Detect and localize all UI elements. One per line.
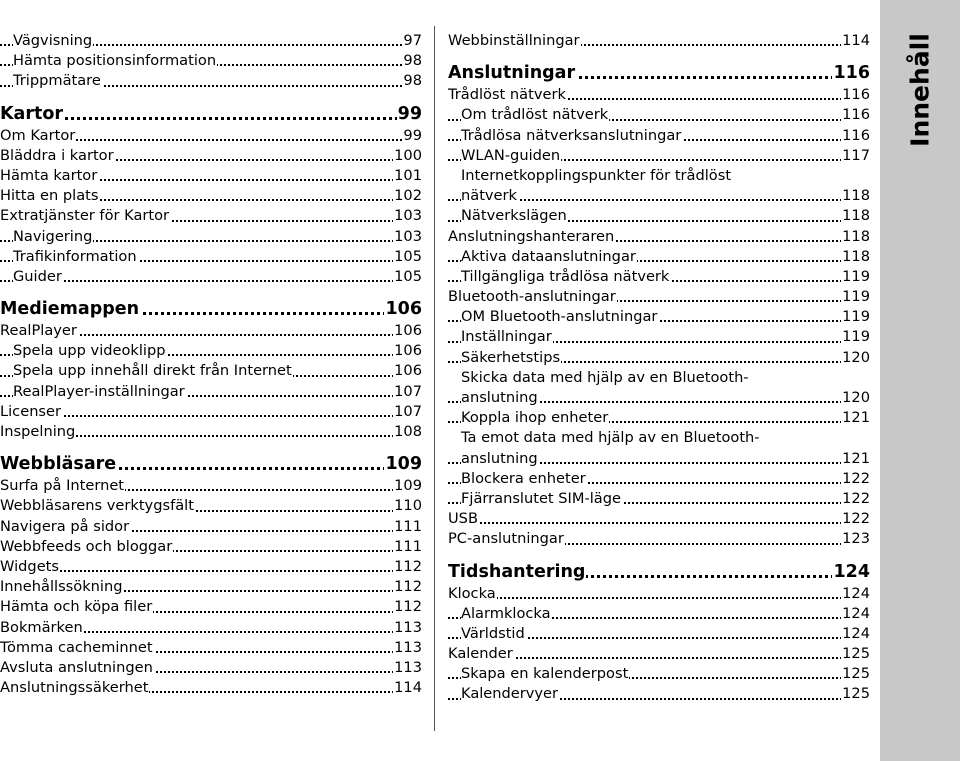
- toc-entry-page: 101: [393, 166, 422, 186]
- toc-entry[interactable]: [0, 51, 422, 71]
- toc-entry-page: 124: [841, 584, 870, 604]
- toc-entry-page: 102: [393, 186, 422, 206]
- toc-entry-page: 122: [841, 469, 870, 489]
- toc-entry[interactable]: [0, 126, 422, 146]
- toc-entry[interactable]: [448, 146, 870, 166]
- toc-entry[interactable]: [448, 624, 870, 644]
- toc-entry-title: Tillgängliga trådlösa nätverk: [461, 267, 670, 285]
- toc-spacer: [448, 550, 870, 560]
- toc-entry[interactable]: [448, 449, 870, 469]
- toc-entry-page: 125: [841, 664, 870, 684]
- toc-entry[interactable]: [448, 166, 870, 186]
- toc-heading[interactable]: [448, 61, 870, 85]
- toc-entry-title: Hämta positionsinformation: [13, 52, 217, 70]
- toc-entry-title: Webbläsare: [0, 454, 117, 475]
- toc-entry-page: 97: [402, 31, 422, 51]
- toc-entry-title: Bluetooth-anslutningar: [448, 288, 616, 306]
- toc-entry-title: PC-anslutningar: [448, 530, 564, 548]
- toc-entry-page: 123: [841, 529, 870, 549]
- toc-entry-page: 122: [841, 489, 870, 509]
- toc-entry-page: 118: [841, 186, 870, 206]
- toc-entry-title: Spela upp videoklipp: [13, 342, 166, 360]
- toc-entry-page: 120: [841, 388, 870, 408]
- toc-entry[interactable]: [448, 105, 870, 125]
- leader-dots: [0, 280, 422, 282]
- leader-dots: [448, 597, 870, 599]
- toc-entry[interactable]: [448, 529, 870, 549]
- toc-entry[interactable]: [0, 247, 422, 267]
- toc-entry-title: Skicka data med hjälp av en Bluetooth-: [461, 368, 749, 386]
- toc-entry-title: RealPlayer: [0, 322, 77, 340]
- leader-dots: [0, 415, 422, 417]
- toc-entry[interactable]: [448, 664, 870, 684]
- toc-entry[interactable]: [0, 146, 422, 166]
- toc-entry-title: Webbläsarens verktygsfält: [0, 497, 194, 515]
- toc-entry[interactable]: [0, 341, 422, 361]
- toc-entry[interactable]: [0, 557, 422, 577]
- toc-heading[interactable]: [0, 452, 422, 476]
- toc-entry-title: Om trådlöst nätverk: [461, 106, 609, 124]
- toc-entry[interactable]: [448, 227, 870, 247]
- toc-entry-title: Skapa en kalenderpost: [461, 665, 629, 683]
- toc-entry[interactable]: [448, 307, 870, 327]
- toc-entry-page: 106: [393, 361, 422, 381]
- toc-entry-page: 109: [393, 476, 422, 496]
- toc-entry-page: 100: [393, 146, 422, 166]
- toc-entry-title: OM Bluetooth-anslutningar: [461, 308, 658, 326]
- toc-entry-title: Hämta och köpa filer: [0, 598, 153, 616]
- toc-entry-page: 113: [393, 618, 422, 638]
- toc-entry-title: Bokmärken: [0, 618, 83, 636]
- toc-entry-page: 124: [841, 624, 870, 644]
- toc-entry[interactable]: [0, 422, 422, 442]
- toc-entry[interactable]: [0, 267, 422, 287]
- toc-entry[interactable]: [0, 496, 422, 516]
- toc-entry[interactable]: [448, 287, 870, 307]
- toc-entry-title: Blockera enheter: [461, 469, 586, 487]
- toc-entry-title: Anslutningar: [448, 63, 576, 84]
- toc-entry[interactable]: [448, 644, 870, 664]
- toc-entry[interactable]: [448, 348, 870, 368]
- toc-entry-title: Navigera på sidor: [0, 517, 130, 535]
- toc-entry-page: 109: [385, 454, 422, 475]
- toc-entry-page: 98: [402, 51, 422, 71]
- toc-entry[interactable]: [0, 618, 422, 638]
- toc-entry-page: 103: [393, 227, 422, 247]
- toc-entry-page: 116: [841, 126, 870, 146]
- toc-entry-title: WLAN-guiden: [461, 146, 561, 164]
- toc-entry-page: 112: [393, 557, 422, 577]
- toc-entry-title: Tömma cacheminnet: [0, 638, 153, 656]
- toc-spacer: [0, 287, 422, 297]
- toc-entry-page: 125: [841, 644, 870, 664]
- toc-entry-page: 116: [841, 85, 870, 105]
- toc-entry[interactable]: [0, 382, 422, 402]
- toc-entry-title: Hitta en plats: [0, 187, 99, 205]
- toc-entry-page: 108: [393, 422, 422, 442]
- toc-right-column: [448, 31, 870, 705]
- leader-dots: [448, 522, 870, 524]
- toc-entry-title: Kalender: [448, 645, 513, 663]
- toc-entry-title: Licenser: [0, 402, 62, 420]
- toc-entry-page: 99: [397, 103, 422, 124]
- toc-entry-page: 106: [393, 321, 422, 341]
- toc-entry-page: 124: [841, 604, 870, 624]
- toc-entry-page: 107: [393, 402, 422, 422]
- toc-entry-title: Webbfeeds och bloggar: [0, 537, 173, 555]
- toc-entry-page: 119: [841, 307, 870, 327]
- toc-entry[interactable]: [0, 537, 422, 557]
- toc-entry-title: Koppla ihop enheter: [461, 409, 609, 427]
- toc-entry-title: Spela upp innehåll direkt från Internet: [13, 362, 292, 380]
- toc-entry-title: anslutning: [461, 389, 538, 406]
- toc-entry-page: 105: [393, 247, 422, 267]
- sidebar-label: Innehåll: [905, 33, 935, 147]
- toc-entry[interactable]: [0, 638, 422, 658]
- toc-entry[interactable]: [448, 584, 870, 604]
- toc-entry[interactable]: [0, 402, 422, 422]
- toc-entry-page: 112: [393, 577, 422, 597]
- toc-entry-title: Anslutningshanteraren: [448, 227, 615, 245]
- toc-entry-title: RealPlayer-inställningar: [13, 382, 185, 400]
- toc-entry-page: 114: [841, 31, 870, 51]
- toc-entry-page: 119: [841, 267, 870, 287]
- toc-entry-title: Om Kartor: [0, 126, 76, 144]
- toc-entry-page: 106: [385, 299, 422, 320]
- toc-entry-title: Trådlöst nätverk: [448, 86, 566, 104]
- toc-entry-page: 114: [393, 678, 422, 698]
- toc-entry-title: Kalendervyer: [461, 685, 559, 703]
- toc-entry-page: 105: [393, 267, 422, 287]
- toc-entry-title: Säkerhetstips: [461, 348, 561, 366]
- toc-entry-page: 112: [393, 597, 422, 617]
- toc-entry[interactable]: [0, 678, 422, 698]
- toc-entry[interactable]: [0, 321, 422, 341]
- toc-entry[interactable]: [448, 85, 870, 105]
- toc-heading[interactable]: [0, 102, 422, 126]
- toc-entry[interactable]: [448, 469, 870, 489]
- toc-entry-title: Nätverkslägen: [461, 207, 567, 225]
- toc-entry-page: 116: [833, 63, 870, 84]
- toc-entry-title: Anslutningssäkerhet: [0, 679, 149, 697]
- toc-entry-page: 110: [393, 496, 422, 516]
- toc-entry-title: Världstid: [461, 624, 525, 642]
- toc-entry[interactable]: [448, 126, 870, 146]
- toc-entry[interactable]: [0, 361, 422, 381]
- toc-entry-page: 107: [393, 382, 422, 402]
- toc-entry-page: 121: [841, 408, 870, 428]
- toc-entry-title: Inspelning: [0, 423, 76, 440]
- toc-entry-page: 98: [402, 71, 422, 91]
- toc-heading[interactable]: [0, 297, 422, 321]
- toc-entry-page: 117: [841, 146, 870, 166]
- toc-entry[interactable]: [448, 428, 870, 448]
- toc-entry-page: 120: [841, 348, 870, 368]
- toc-entry-title: Extratjänster för Kartor: [0, 207, 170, 225]
- toc-entry-title: Kartor: [0, 103, 64, 124]
- toc-entry[interactable]: [448, 388, 870, 408]
- leader-dots: [0, 570, 422, 572]
- toc-entry-title: Trafikinformation: [13, 247, 137, 265]
- toc-entry-title: USB: [448, 510, 478, 528]
- toc-entry[interactable]: [448, 408, 870, 428]
- toc-entry-title: Ta emot data med hjälp av en Bluetooth-: [461, 429, 760, 447]
- toc-entry-page: 118: [841, 206, 870, 226]
- toc-entry[interactable]: [0, 31, 422, 51]
- toc-entry-title: Trådlösa nätverksanslutningar: [461, 126, 682, 144]
- toc-entry-title: Innehållssökning: [0, 578, 123, 596]
- toc-spacer: [448, 51, 870, 61]
- toc-entry[interactable]: [0, 166, 422, 186]
- toc-entry-page: 99: [402, 126, 422, 146]
- toc-entry[interactable]: [448, 489, 870, 509]
- toc-entry-title: Avsluta anslutningen: [0, 658, 153, 676]
- toc-entry[interactable]: [0, 597, 422, 617]
- toc-entry-page: 106: [393, 341, 422, 361]
- toc-entry[interactable]: [0, 658, 422, 678]
- toc-entry[interactable]: [448, 368, 870, 388]
- toc-entry-title: Vägvisning: [13, 32, 93, 49]
- toc-entry-title: nätverk: [461, 187, 517, 205]
- toc-entry-title: Navigering: [13, 227, 93, 245]
- toc-entry-title: Fjärranslutet SIM-läge: [461, 489, 621, 507]
- toc-entry-page: 113: [393, 658, 422, 678]
- toc-entry-title: Webbinställningar: [448, 32, 580, 49]
- toc-entry-page: 103: [393, 206, 422, 226]
- toc-entry[interactable]: [448, 509, 870, 529]
- toc-entry[interactable]: [448, 327, 870, 347]
- toc-entry-title: Klocka: [448, 584, 496, 602]
- toc-entry[interactable]: [448, 206, 870, 226]
- toc-entry-title: Trippmätare: [13, 72, 101, 90]
- toc-left-column: [0, 31, 422, 698]
- toc-entry-page: 111: [393, 517, 422, 537]
- toc-entry-page: 119: [841, 327, 870, 347]
- toc-entry-title: Alarmklocka: [461, 604, 551, 622]
- toc-entry-title: Widgets: [0, 557, 59, 575]
- toc-entry-title: anslutning: [461, 449, 538, 467]
- toc-entry-page: 121: [841, 449, 870, 469]
- toc-entry[interactable]: [448, 684, 870, 704]
- toc-entry[interactable]: [448, 604, 870, 624]
- toc-entry-page: 118: [841, 227, 870, 247]
- toc-entry[interactable]: [0, 517, 422, 537]
- toc-entry[interactable]: [448, 186, 870, 206]
- toc-entry-title: Bläddra i kartor: [0, 146, 114, 164]
- toc-spacer: [0, 92, 422, 102]
- toc-entry-page: 111: [393, 537, 422, 557]
- toc-entry[interactable]: [0, 206, 422, 226]
- section-sidebar: [880, 0, 960, 761]
- toc-entry-page: 113: [393, 638, 422, 658]
- toc-entry-title: Inställningar: [461, 328, 552, 346]
- column-divider: [434, 26, 435, 731]
- toc-entry-title: Surfa på Internet: [0, 477, 125, 495]
- toc-entry-page: 124: [833, 561, 870, 582]
- toc-heading[interactable]: [448, 560, 870, 584]
- toc-entry[interactable]: [0, 186, 422, 206]
- toc-entry-title: Guider: [13, 267, 62, 285]
- toc-entry-title: Aktiva dataanslutningar: [461, 247, 636, 265]
- toc-entry[interactable]: [448, 247, 870, 267]
- toc-entry-page: 122: [841, 509, 870, 529]
- toc-entry[interactable]: [0, 577, 422, 597]
- toc-entry-title: Hämta kartor: [0, 166, 98, 184]
- toc-entry-title: Mediemappen: [0, 299, 140, 320]
- toc-entry[interactable]: [448, 31, 870, 51]
- toc-entry[interactable]: [0, 227, 422, 247]
- toc-entry-page: 125: [841, 684, 870, 704]
- toc-entry[interactable]: [0, 71, 422, 91]
- toc-entry-title: Internetkopplingspunkter för trådlöst: [461, 166, 732, 184]
- toc-entry-page: 119: [841, 287, 870, 307]
- toc-spacer: [0, 442, 422, 452]
- toc-entry[interactable]: [448, 267, 870, 287]
- toc-entry-page: 118: [841, 247, 870, 267]
- toc-entry[interactable]: [0, 476, 422, 496]
- toc-entry-page: 116: [841, 105, 870, 125]
- toc-entry-title: Tidshantering: [448, 561, 586, 582]
